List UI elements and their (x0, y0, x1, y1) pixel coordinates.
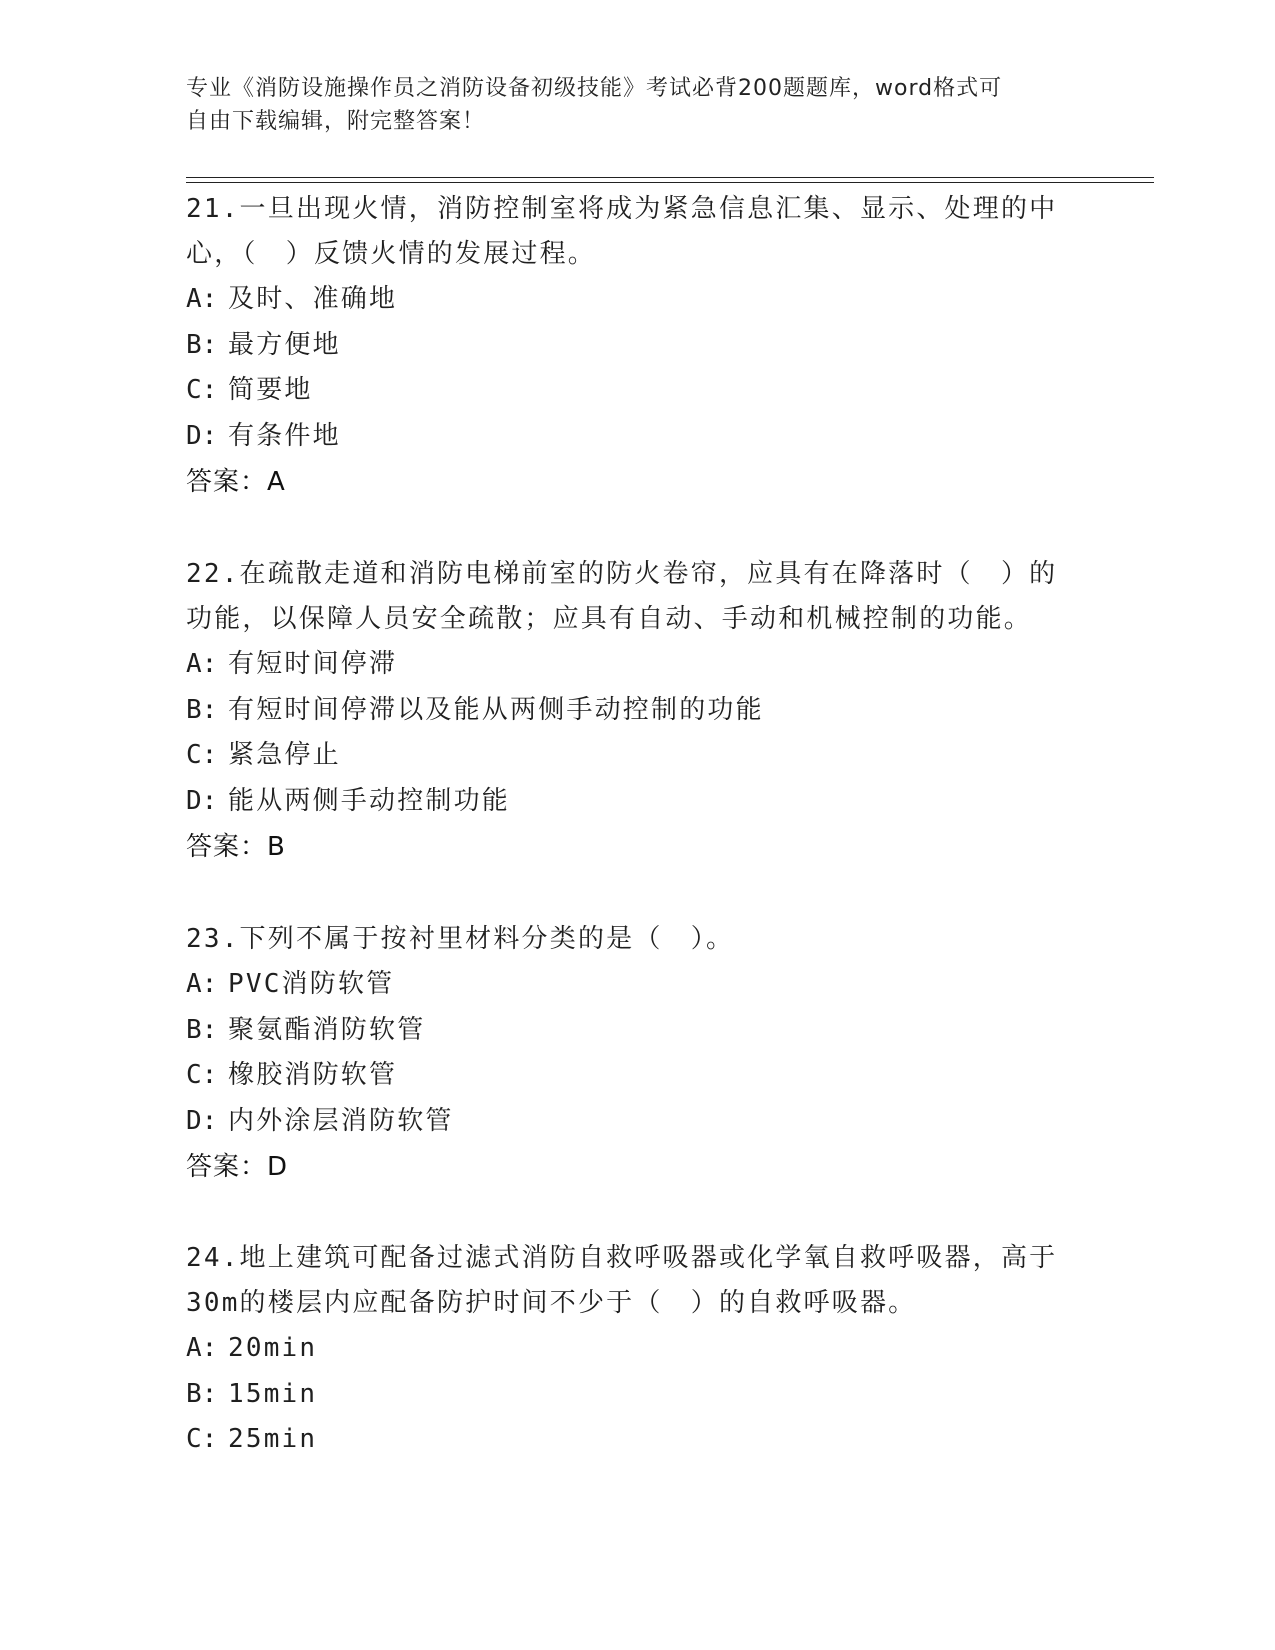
option-text: 简要地 (228, 375, 313, 405)
option-text: 最方便地 (228, 329, 341, 360)
question-22 (186, 552, 1066, 870)
option-text: 内外涂层消防软管 (228, 1105, 454, 1136)
header-divider-bottom (186, 182, 1154, 183)
option-b (186, 688, 1066, 734)
option-text: 聚氨酯消防软管 (228, 1014, 426, 1045)
option-key: D: (186, 785, 218, 816)
option-text: 20min (228, 1333, 318, 1363)
question-21 (186, 187, 1066, 505)
answer: 答案：D (186, 1152, 289, 1182)
option-b (186, 1372, 1066, 1418)
option-key: A: (186, 969, 218, 999)
document-header (186, 72, 1066, 138)
header-divider-top (186, 177, 1154, 178)
option-b (186, 1008, 1066, 1054)
option-text: 有短时间停滞 (228, 649, 398, 679)
question-stem-line-1: 22.在疏散走道和消防电梯前室的防火卷帘，应具有在降落时（ ）的 (186, 559, 1058, 589)
option-c (186, 368, 1066, 414)
option-a (186, 962, 1066, 1008)
option-key: B: (186, 694, 218, 725)
header-line-1: 专业《消防设施操作员之消防设备初级技能》考试必背200题题库，word格式可 (186, 76, 1003, 101)
option-a (186, 642, 1066, 688)
question-stem-line-1: 21.一旦出现火情，消防控制室将成为紧急信息汇集、显示、处理的中 (186, 194, 1058, 224)
question-stem-line-2: 心，（ ）反馈火情的发展过程。 (186, 239, 597, 269)
option-key: D: (186, 1105, 218, 1136)
option-d (186, 779, 1066, 825)
option-text: 及时、准确地 (228, 284, 398, 314)
option-text: 紧急停止 (228, 740, 341, 770)
answer: 答案：A (186, 467, 286, 497)
option-key: A: (186, 649, 218, 679)
option-d (186, 1099, 1066, 1145)
question-23 (186, 917, 1066, 1190)
question-stem-line-2: 30m的楼层内应配备防护时间不少于（ ）的自救呼吸器。 (186, 1288, 917, 1318)
option-b (186, 323, 1066, 369)
option-key: D: (186, 420, 218, 451)
option-key: C: (186, 1424, 218, 1454)
option-key: A: (186, 284, 218, 314)
question-24 (186, 1236, 1066, 1463)
option-key: B: (186, 1378, 218, 1409)
option-text: PVC消防软管 (228, 969, 395, 999)
option-d (186, 414, 1066, 460)
option-text: 能从两侧手动控制功能 (228, 785, 511, 816)
option-text: 15min (228, 1378, 318, 1409)
option-text: 有短时间停滞以及能从两侧手动控制的功能 (228, 694, 764, 725)
answer: 答案：B (186, 832, 286, 862)
option-key: B: (186, 329, 218, 360)
option-text: 橡胶消防软管 (228, 1060, 398, 1090)
option-key: C: (186, 740, 218, 770)
option-key: B: (186, 1014, 218, 1045)
option-text: 有条件地 (228, 420, 341, 451)
option-c (186, 1417, 1066, 1463)
option-a (186, 277, 1066, 323)
option-key: C: (186, 1060, 218, 1090)
option-a (186, 1326, 1066, 1372)
question-stem-line-2: 功能，以保障人员安全疏散；应具有自动、手动和机械控制的功能。 (186, 604, 1033, 634)
option-c (186, 733, 1066, 779)
question-stem-line-1: 24.地上建筑可配备过滤式消防自救呼吸器或化学氧自救呼吸器，高于 (186, 1243, 1058, 1273)
option-key: C: (186, 375, 218, 405)
option-key: A: (186, 1333, 218, 1363)
header-line-2: 自由下载编辑，附完整答案！ (186, 109, 486, 134)
option-text: 25min (228, 1424, 318, 1454)
question-stem-line-1: 23.下列不属于按衬里材料分类的是（ ）。 (186, 924, 735, 954)
option-c (186, 1053, 1066, 1099)
